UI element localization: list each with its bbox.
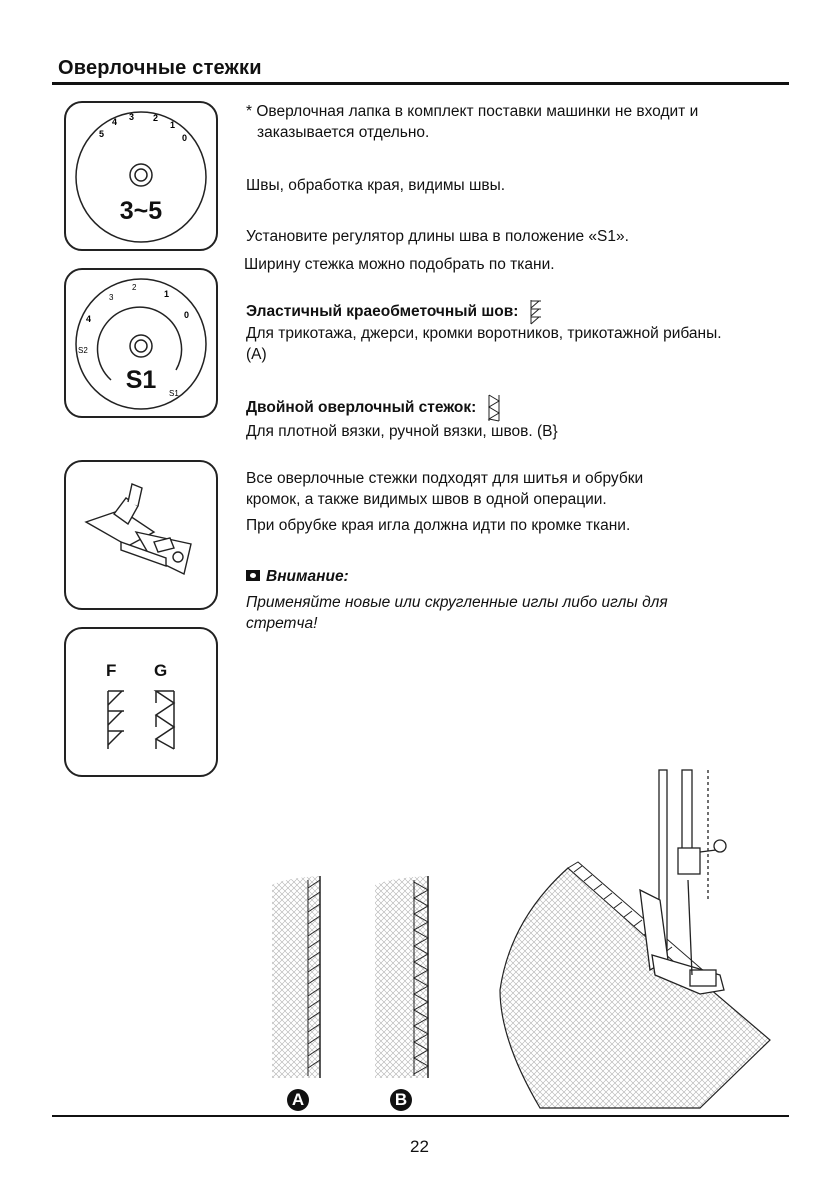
elastic-stitch-desc: Для трикотажа, джерси, кромки воротников, трикотажной рибаны. [246,325,722,342]
trim-text: При обрубке края игла должна идти по кромке ткани. [246,517,631,534]
dial-number: 3 [129,112,135,122]
dial-number: 0 [182,133,188,143]
dial-number: 0 [184,310,190,320]
fabric-sample-a [272,876,320,1078]
fabric-sample-b [375,876,428,1078]
elastic-stitch-title: Эластичный краеобметочный шов: [246,303,519,321]
seams-text: Швы, обработка края, видимы швы. [246,177,506,194]
all-stitches-line-2: кромок, а также видимых швов в одной операции. [246,491,607,508]
stitch-column-f: F [106,661,117,680]
dial-number: 1 [164,289,170,299]
note-line-1: * Оверлочная лапка в комплект поставки машинки не входит и [246,103,699,120]
dial-value: 3~5 [119,197,163,225]
dial-number: 2 [153,113,159,123]
stitch-column-g: G [154,661,168,680]
dial-number: 3 [109,293,114,302]
attention-line-1: Применяйте новые или скругленные иглы либо иглы для [246,594,668,611]
dial-number: S2 [78,346,88,355]
page-title: Оверлочные стежки [58,57,262,79]
double-stitch-title: Двойной оверлочный стежок: [246,399,477,417]
set-length-text: Установите регулятор длины шва в положение «S1». [246,228,629,245]
sample-label-a: A [287,1089,309,1111]
attention-title: Внимание: [266,568,349,585]
elastic-stitch-ref: (A) [246,346,267,363]
page-number: 22 [410,1137,429,1156]
fabric-under-presser-foot [500,862,770,1108]
dial-number: 4 [86,314,92,324]
attention-line-2: стретча! [246,615,318,632]
width-text: Ширину стежка можно подобрать по ткани. [244,256,555,273]
dial-number: S1 [169,389,179,398]
double-stitch-desc: Для плотной вязки, ручной вязки, швов. (B} [246,423,558,440]
dial-number: 5 [99,129,105,139]
dial-number: 4 [112,117,118,127]
dial-number: 1 [170,120,176,130]
dial-value: S1 [125,366,157,394]
footer-rule [52,1115,789,1117]
note-line-2: заказывается отдельно. [257,124,430,141]
sample-label-b: B [390,1089,412,1111]
all-stitches-line-1: Все оверлочные стежки подходят для шитья и обрубки [246,470,644,487]
dial-number: 2 [132,283,137,292]
